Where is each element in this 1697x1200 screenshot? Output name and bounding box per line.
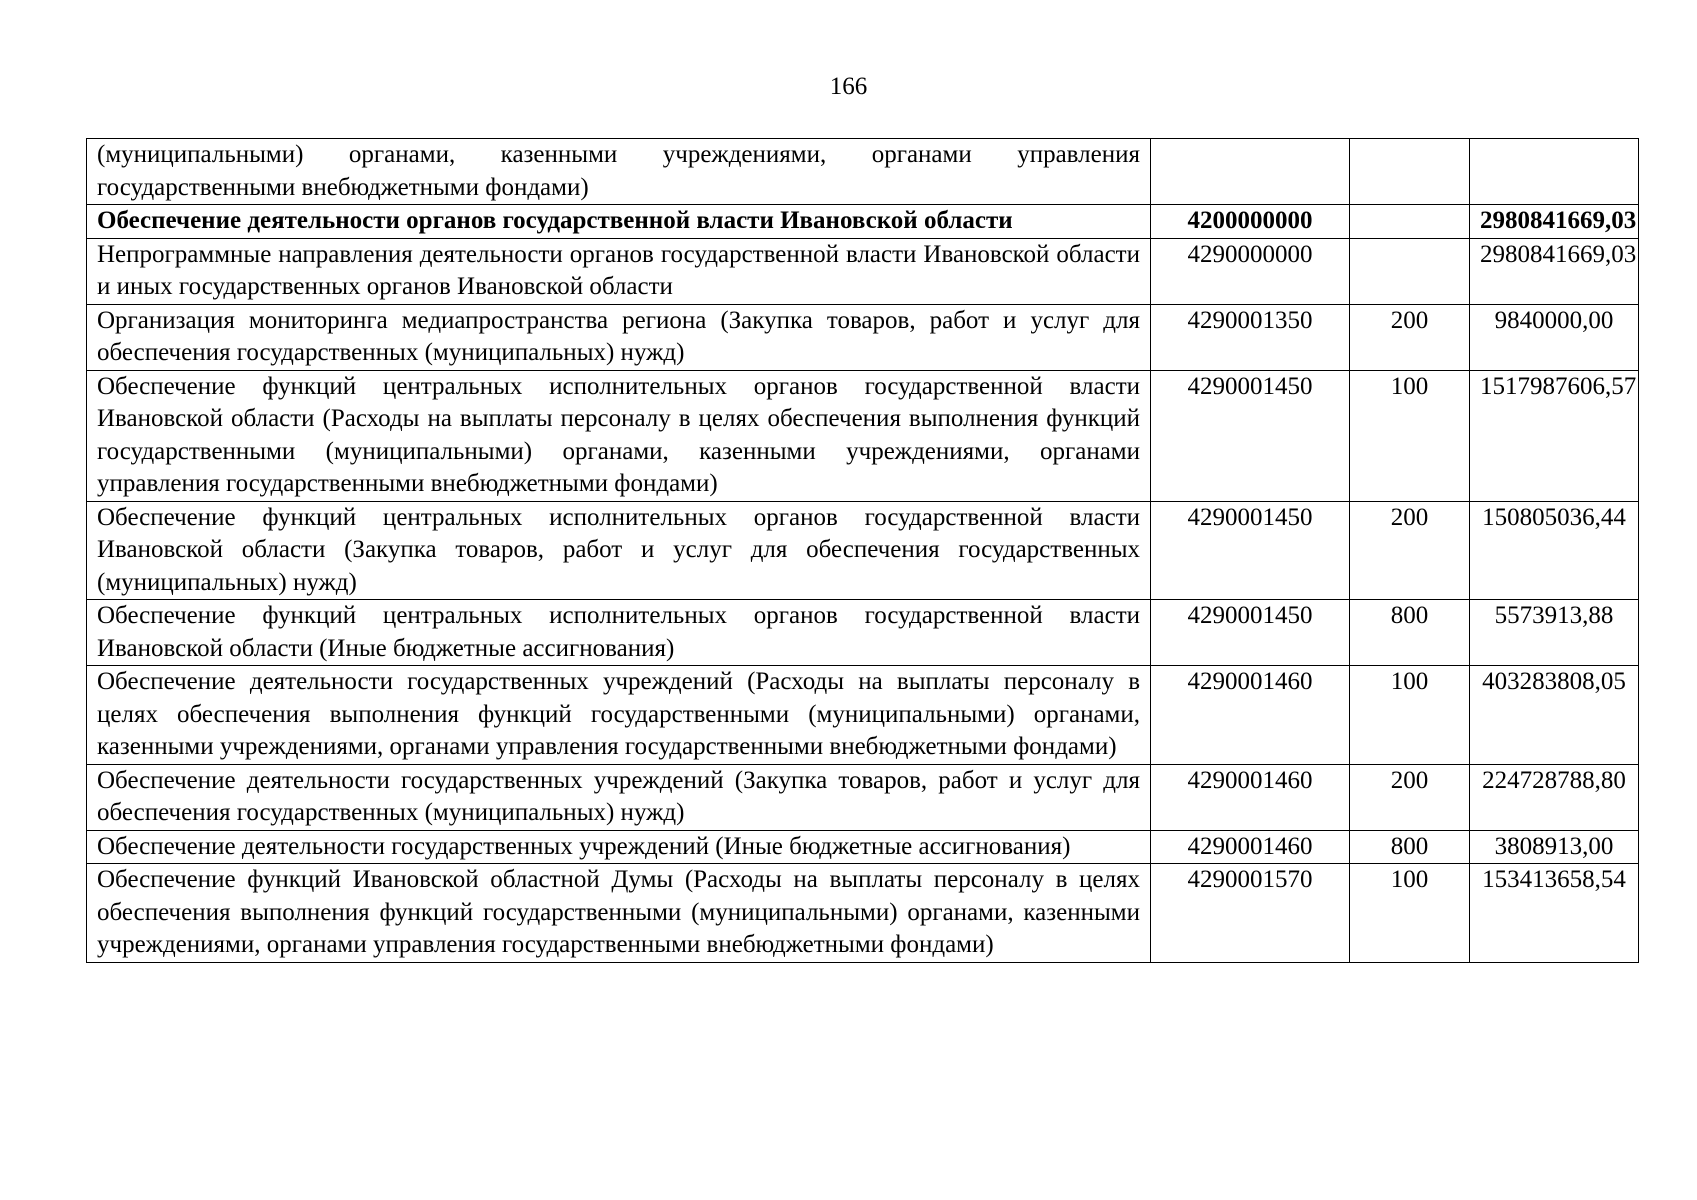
target-code-cell: 4200000000	[1151, 205, 1350, 239]
amount-cell: 150805036,44	[1470, 501, 1639, 600]
amount-cell: 403283808,05	[1470, 666, 1639, 765]
amount-cell: 2980841669,03	[1470, 238, 1639, 304]
expense-name-cell: Обеспечение деятельности государственных учреждений (Расходы на выплаты персоналу в целях обеспечения выполнения функций государственными (муниципальными) органами, казенными учреждениями, органами управления государственными внебюджетными фондами)	[87, 666, 1151, 765]
target-code-cell: 4290001460	[1151, 830, 1350, 864]
expense-name-cell: Обеспечение деятельности государственных учреждений (Иные бюджетные ассигнования)	[87, 830, 1151, 864]
table-row	[87, 304, 1639, 370]
amount-cell: 3808913,00	[1470, 830, 1639, 864]
expense-name-cell: Непрограммные направления деятельности органов государственной власти Ивановской области и иных государственных органов Ивановской области	[87, 238, 1151, 304]
expense-name-cell: (муниципальными) органами, казенными учреждениями, органами управления государственными внебюджетными фондами)	[87, 139, 1151, 205]
expense-name-cell: Обеспечение функций Ивановской областной Думы (Расходы на выплаты персоналу в целях обеспечения выполнения функций государственными (муниципальными) органами, казенными учреждениями, органами управления государственными внебюджетными фондами)	[87, 864, 1151, 963]
expense-type-cell: 100	[1350, 864, 1470, 963]
expense-type-cell	[1350, 205, 1470, 239]
expense-name-cell: Обеспечение функций центральных исполнительных органов государственной власти Ивановской области (Закупка товаров, работ и услуг для обеспечения государственных (муниципальных) нужд)	[87, 501, 1151, 600]
target-code-cell: 4290001450	[1151, 370, 1350, 501]
target-code-cell: 4290001450	[1151, 600, 1350, 666]
table-row	[87, 666, 1639, 765]
target-code-cell: 4290001460	[1151, 764, 1350, 830]
amount-cell: 153413658,54	[1470, 864, 1639, 963]
amount-cell: 224728788,80	[1470, 764, 1639, 830]
target-code-cell: 4290001350	[1151, 304, 1350, 370]
expense-type-cell	[1350, 139, 1470, 205]
table-row	[87, 830, 1639, 864]
budget-table-body	[87, 139, 1639, 963]
table-row	[87, 238, 1639, 304]
expense-type-cell: 100	[1350, 666, 1470, 765]
table-row	[87, 600, 1639, 666]
target-code-cell	[1151, 139, 1350, 205]
amount-cell: 2980841669,03	[1470, 205, 1639, 239]
table-row	[87, 764, 1639, 830]
target-code-cell: 4290001460	[1151, 666, 1350, 765]
amount-cell	[1470, 139, 1639, 205]
expense-name-cell: Обеспечение функций центральных исполнительных органов государственной власти Ивановской области (Расходы на выплаты персоналу в целях обеспечения выполнения функций государственными (муниципальными) органами, казенными учреждениями, органами управления государственными внебюджетными фондами)	[87, 370, 1151, 501]
expense-name-cell: Обеспечение деятельности государственных учреждений (Закупка товаров, работ и услуг для обеспечения государственных (муниципальных) нужд)	[87, 764, 1151, 830]
expense-type-cell: 200	[1350, 764, 1470, 830]
table-row	[87, 370, 1639, 501]
page-number: 166	[829, 73, 868, 100]
expense-type-cell	[1350, 238, 1470, 304]
table-row	[87, 205, 1639, 239]
expense-type-cell: 100	[1350, 370, 1470, 501]
expense-type-cell: 200	[1350, 304, 1470, 370]
expense-type-cell: 200	[1350, 501, 1470, 600]
amount-cell: 1517987606,57	[1470, 370, 1639, 501]
amount-cell: 5573913,88	[1470, 600, 1639, 666]
expense-type-cell: 800	[1350, 600, 1470, 666]
expense-name-cell: Обеспечение функций центральных исполнительных органов государственной власти Ивановской области (Иные бюджетные ассигнования)	[87, 600, 1151, 666]
expense-type-cell: 800	[1350, 830, 1470, 864]
table-row	[87, 139, 1639, 205]
target-code-cell: 4290001450	[1151, 501, 1350, 600]
budget-table	[86, 138, 1639, 963]
table-row	[87, 864, 1639, 963]
expense-name-cell: Организация мониторинга медиапространства региона (Закупка товаров, работ и услуг для обеспечения государственных (муниципальных) нужд)	[87, 304, 1151, 370]
target-code-cell: 4290001570	[1151, 864, 1350, 963]
amount-cell: 9840000,00	[1470, 304, 1639, 370]
expense-name-cell: Обеспечение деятельности органов государственной власти Ивановской области	[87, 205, 1151, 239]
table-row	[87, 501, 1639, 600]
target-code-cell: 4290000000	[1151, 238, 1350, 304]
